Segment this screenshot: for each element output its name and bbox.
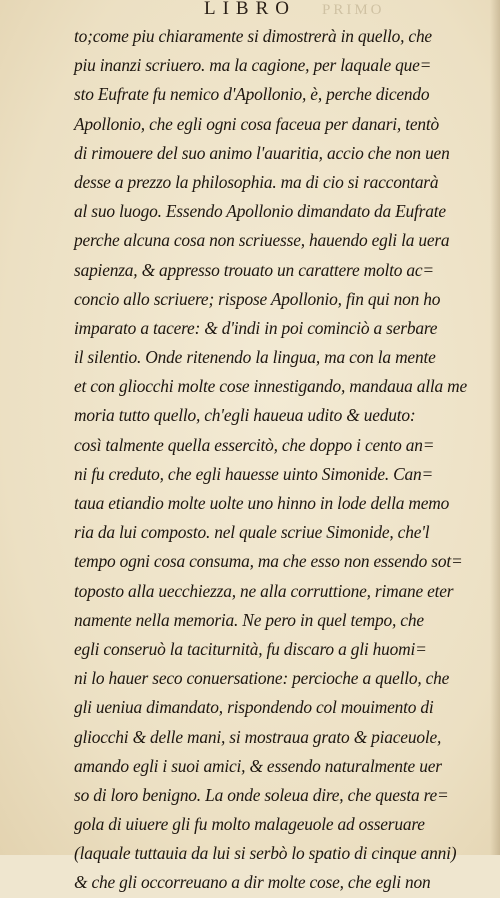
text-line: sto Eufrate fu nemico d'Apollonio, è, perche dicendo bbox=[74, 84, 430, 105]
text-line: imparato a tacere: & d'indi in poi cominciò a serbare bbox=[74, 317, 438, 338]
text-line: gli ueniua dimandato, rispondendo col mouimento di bbox=[74, 697, 434, 718]
text-line: ni fu creduto, che egli hauesse uinto Simonide. Can= bbox=[74, 463, 434, 484]
text-line: così talmente quella essercitò, che doppo i cento an= bbox=[74, 434, 435, 455]
text-line: Apollonio, che egli ogni cosa faceua per danari, tentò bbox=[74, 113, 439, 134]
text-line: amando egli i suoi amici, & essendo naturalmente uer bbox=[74, 755, 442, 776]
text-line: ria da lui composto. nel quale scriue Simonide, che'l bbox=[74, 522, 430, 543]
text-line: al suo luogo. Essendo Apollonio dimandato da Eufrate bbox=[74, 201, 446, 222]
text-line: il silentio. Onde ritenendo la lingua, ma con la mente bbox=[74, 347, 436, 368]
text-line: toposto alla uecchiezza, ne alla corruttione, rimane eter bbox=[74, 580, 454, 601]
running-title: LIBRO bbox=[204, 0, 296, 19]
text-line: di rimouere del suo animo l'auaritia, accio che non uen bbox=[74, 142, 450, 163]
text-line: to;come piu chiaramente si dimostrerà in quello, che bbox=[74, 26, 432, 46]
text-line: sapienza, & appresso trouato un carattere molto ac= bbox=[74, 259, 434, 280]
text-line: so di loro benigno. La onde soleua dire, che questa re= bbox=[74, 784, 449, 805]
text-line: namente nella memoria. Ne pero in quel tempo, che bbox=[74, 609, 424, 630]
text-line: gliocchi & delle mani, si mostraua grato & piaceuole, bbox=[74, 726, 442, 747]
text-line: concio allo scriuere; rispose Apollonio, fin qui non ho bbox=[74, 288, 441, 309]
text-line: egli conseruò la taciturnità, fu discaro a gli huomi= bbox=[74, 638, 427, 659]
bleed-through-title: PRIMO bbox=[322, 2, 385, 18]
text-line: et con gliocchi molte cose innestigando, mandaua alla me bbox=[74, 376, 468, 397]
text-line: ni lo hauer seco conuersatione: percioche a quello, che bbox=[74, 668, 450, 689]
text-line: & che gli occorreuano a dir molte cose, che egli non bbox=[74, 872, 431, 893]
text-line: desse a prezzo la philosophia. ma di cio si raccontarà bbox=[74, 171, 439, 192]
text-line: tempo ogni cosa consuma, ma che esso non essendo sot= bbox=[74, 551, 463, 572]
body-text bbox=[74, 22, 486, 898]
text-line: taua etiandio molte uolte uno hinno in lode della memo bbox=[74, 493, 450, 513]
text-line: moria tutto quello, ch'egli haueua udito & ueduto: bbox=[74, 405, 416, 426]
text-line: (laquale tuttauia da lui si serbò lo spatio di cinque anni) bbox=[74, 843, 457, 864]
text-line: gola di uiuere gli fu molto malageuole ad osseruare bbox=[74, 814, 425, 835]
page-edge-shadow bbox=[490, 0, 500, 855]
text-line: perche alcuna cosa non scriuesse, hauendo egli la uera bbox=[74, 230, 450, 251]
text-line: piu inanzi scriuero. ma la cagione, per laquale que= bbox=[74, 55, 432, 76]
